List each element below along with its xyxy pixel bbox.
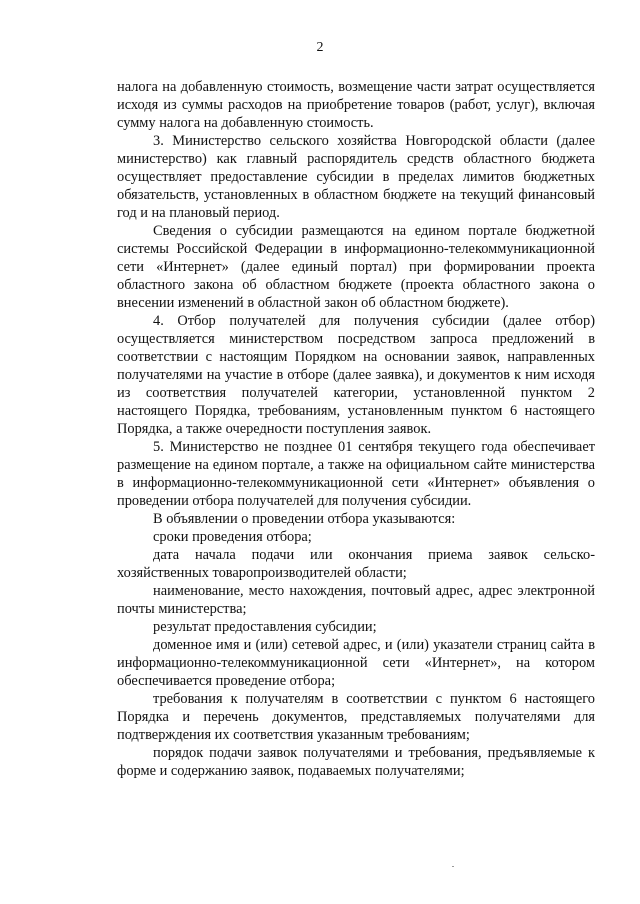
document-body xyxy=(117,78,595,780)
paragraph-announcement-intro: В объявлении о проведении отбора указываются: xyxy=(153,511,456,527)
list-item-ministry-contacts: наименование, место нахождения, почтовый адрес, адрес электронной почты министерства; xyxy=(117,583,595,617)
scan-speck xyxy=(452,866,454,867)
paragraph-item-3: 3. Министерство сельского хозяйства Новгородской области (далее министерство) как главный распорядитель средств областного бюджета осуществляет предоставление субсидии в пределах лимитов бюджетных обязательств, установленных в областном бюджете на текущий финансовый год и на плановый период. xyxy=(117,133,595,221)
list-item-requirements: требования к получателям в соответствии с пунктом 6 настоящего Порядка и перечень документов, представляемых получателями для подтверждения их соответствия указанным требованиям; xyxy=(117,691,595,743)
paragraph-item-5: 5. Министерство не позднее 01 сентября текущего года обеспечивает размещение на едином портале, а также на официальном сайте министерства в информационно-телекоммуникационной сети «Интернет» объявления о проведении отбора получателей для получения субсидии. xyxy=(117,439,595,509)
list-item-deadlines: сроки проведения отбора; xyxy=(153,529,312,545)
list-item-dates: дата начала подачи или окончания приема заявок сельско-хозяйственных товаропроизводителей области; xyxy=(117,547,595,581)
paragraph-item-4: 4. Отбор получателей для получения субсидии (далее отбор) осуществляется министерством посредством запроса предложений в соответствии с настоящим Порядком на основании заявок, направленных получателями на участие в отборе (далее заявка), и документов к ним исходя из соответствия получателей категории, установленной пунктом 2 настоящего Порядка, требованиям, установленным пунктом 6 настоящего Порядка, а также очередности поступления заявок. xyxy=(117,313,595,437)
list-item-submission-procedure: порядок подачи заявок получателями и требования, предъявляемые к форме и содержанию заявок, подаваемых получателями; xyxy=(117,745,595,779)
list-item-domain: доменное имя и (или) сетевой адрес, и (или) указатели страниц сайта в информационно-телекоммуникационной сети «Интернет», на котором обеспечивается проведение отбора; xyxy=(117,637,595,689)
list-item-result: результат предоставления субсидии; xyxy=(153,619,377,635)
paragraph-continuation: налога на добавленную стоимость, возмещение части затрат осуществляется исходя из суммы расходов на приобретение товаров (работ, услуг), включая сумму налога на добавленную стоимость. xyxy=(117,79,595,131)
paragraph-subsidy-info: Сведения о субсидии размещаются на едином портале бюджетной системы Российской Федерации в информационно-телекоммуникационной сети «Интернет» (далее единый портал) при формировании проекта областного закона об областном бюджете (проекта областного закона о внесении изменений в областной закон об областном бюджете). xyxy=(117,223,595,311)
page-number: 2 xyxy=(316,40,324,55)
